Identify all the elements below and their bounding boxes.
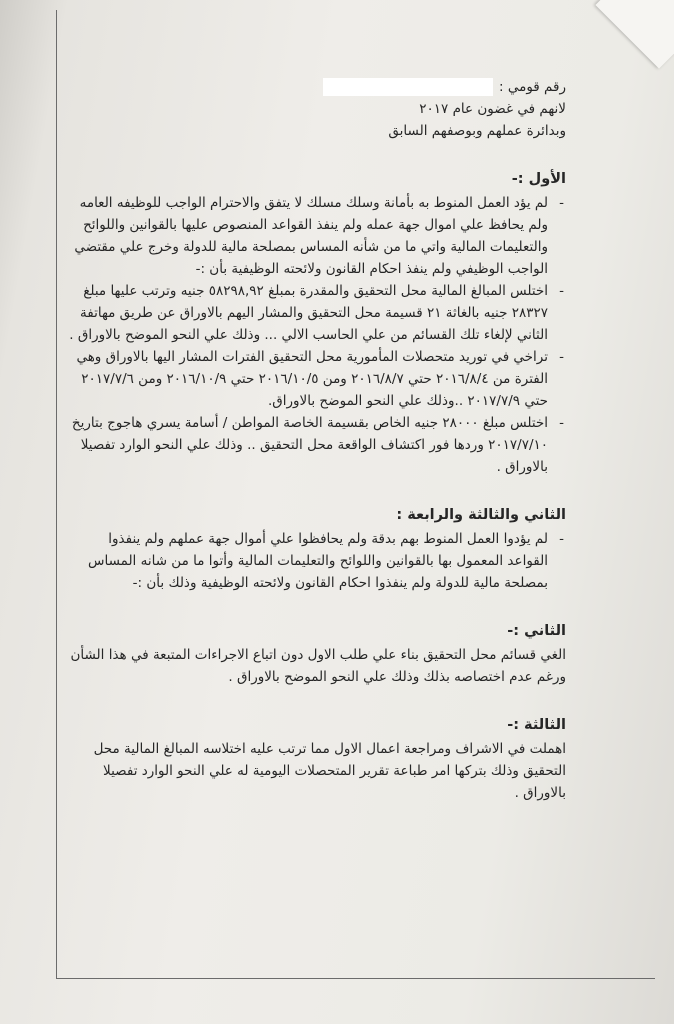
document-body	[66, 76, 566, 804]
section-title: الأول :-	[511, 171, 566, 187]
header-line-3: وبدائرة عملهم وبوصفهم السابق	[388, 123, 566, 139]
list-item: - اختلس مبلغ ٢٨٠٠٠ جنيه الخاص بقسيمة الخاصة المواطن / أسامة يسري هاجوج بتاريخ ٢٠١٧/٧/١٠ وردها فور اكتشاف الواقعة محل التحقيق .. وذلك علي النحو الوارد تفصيلا بالاوراق .	[66, 412, 548, 478]
national-id-line	[66, 76, 566, 98]
section-third	[66, 714, 566, 804]
list-item: - اختلس المبالغ المالية محل التحقيق والمقدرة بمبلغ ٥٨٢٩٨,٩٢ جنيه وترتب عليها مبلغ ٢٨٣٢٧ جنيه بالغاثة ٢١ قسيمة محل التحقيق والمشار اليهم بالاوراق عن طريق مهاتفة الثاني لإلغاء تلك القسائم من علي الحاسب الالي ... وذلك علي النحو الموضح بالاوراق .	[66, 280, 548, 346]
section-title: الثاني :-	[507, 623, 566, 639]
section-second-third-fourth	[66, 504, 566, 594]
section-text: الغي قسائم محل التحقيق بناء علي طلب الاول دون اتباع الاجراءات المتبعة في هذا الشأن ورغم عدم اختصاصه بذلك وذلك علي النحو الموضح بالاوراق .	[70, 647, 566, 685]
list-item: - لم يؤد العمل المنوط به بأمانة وسلك مسلك لا يتفق والاحترام الواجب للوظيفه العامه ولم يحافظ علي اموال جهة عمله ولم ينفذ القواعد المنصوص عليها بالقوانين واللوائح والتعليمات المالية واتي ما من شأنه المساس بمصلحة مالية للدولة وخرج علي مقتضي الواجب الوظيفي ولم ينفذ احكام القانون ولائحته الوظيفية بأن :-	[66, 192, 548, 280]
section-title: الثالثة :-	[507, 717, 566, 733]
redacted-id-box	[323, 78, 493, 96]
header-line-2: لانهم في غضون عام ٢٠١٧	[419, 101, 566, 117]
section-second	[66, 620, 566, 688]
list-item: - لم يؤدوا العمل المنوط بهم بدقة ولم يحافظوا علي أموال جهة عملهم ولم ينفذوا القواعد المعمول بها بالقوانين واللوائح والتعليمات المالية وأتوا ما من شانه المساس بمصلحة مالية للدولة ولم ينفذوا احكام القانون ولائحته الوظيفية وذلك بأن :-	[66, 528, 548, 594]
section-first	[66, 168, 566, 478]
charges-list	[66, 192, 566, 478]
document-header	[66, 76, 566, 142]
national-id-label: رقم قومي :	[499, 79, 566, 95]
section-text: اهملت في الاشراف ومراجعة اعمال الاول مما ترتب عليه اختلاسه المبالغ المالية محل التحقيق وذلك بتركها امر طباعة تقرير المتحصلات اليومية له علي النحو الوارد تفصيلا بالاوراق .	[93, 741, 566, 801]
charges-list	[66, 528, 566, 594]
section-title: الثاني والثالثة والرابعة :	[396, 507, 566, 523]
list-item: - تراخي في توريد متحصلات المأمورية محل التحقيق الفترات المشار اليها بالاوراق وهي الفترة من ٢٠١٦/٨/٤ حتي ٢٠١٦/٨/٧ ومن ٢٠١٦/١٠/٥ حتي ٢٠١٦/١٠/٩ ومن ٢٠١٧/٧/٦ حتي ٢٠١٧/٧/٩ ..وذلك علي النحو الموضح بالاوراق.	[66, 346, 548, 412]
